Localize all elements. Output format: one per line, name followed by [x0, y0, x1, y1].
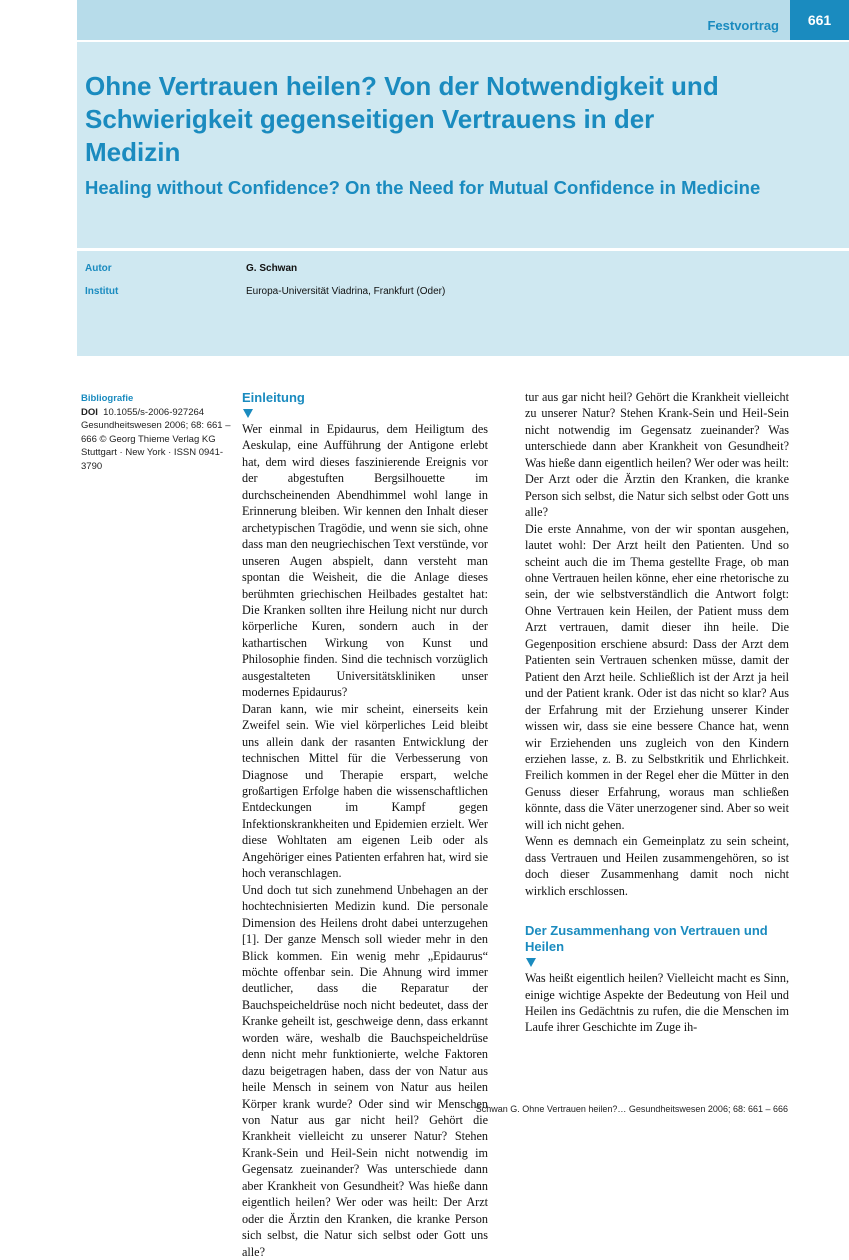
paragraph: Wer einmal in Epidaurus, dem Heiligtum des Aeskulap, eine Aufführung der Antigone erlebt hat, dem wird dieses faszinierende Ereignis vor der abgestuften Bergsilhouette im durchscheinenden Abendhimmel wohl lange in Erinnerung bleiben. Wir kennen den Inhalt dieser archetypischen Tragödie, und wenn sie sich, ohne dass man den neugriechischen Text verstünde, vor unseren Augen abspielt, dann versteht man spontan die Weisheit, die die Anlage dieses berühmten griechischen Heilbades gestaltet hat: Die Kranken sollten ihre Heilung nicht nur durch körperliche Kuren, sondern auch in der kathartischen Wirkung von Kunst und Philosophie finden. Sind die technisch vorzüglich ausgestalteten Universitätskliniken unser modernes Epidaurus? — [242, 422, 488, 700]
paragraph: Wenn es demnach ein Gemeinplatz zu sein scheint, dass Vertrauen und Heilen zusammengehören, so ist doch dieser Zusammenhang damit noch nicht wirklich erschlossen. — [525, 834, 789, 898]
article-title-german: Ohne Vertrauen heilen? Von der Notwendigkeit und Schwierigkeit gegenseitigen Vertrauens in der Medizin — [85, 71, 719, 167]
section-heading-relationship: Der Zusammenhang von Vertrauen und Heilen — [525, 923, 768, 955]
footer-citation: Schwan G. Ohne Vertrauen heilen?… Gesundheitswesen 2006; 68: 661 – 666 — [475, 1104, 788, 1114]
institute-label: Institut — [85, 286, 119, 297]
paragraph-continued: tur aus gar nicht heil? Gehört die Krankheit vielleicht zu unserer Natur? Stehen Krank-Sein und Heil-Sein nicht notwendig im Gegensatz zueinander? Was unterschiede dann aber Krankheit von Gesundheit? Was hieße dann eigentlich heilen? Wer oder was heilt: Der Arzt oder die Ärztin den Kranken, die kranke Person sich selbst, die Natur sich selbst oder Gott uns alle? — [525, 390, 789, 520]
author-label: Autor — [85, 263, 112, 274]
paragraph: Daran kann, wie mir scheint, einerseits kein Zweifel sein. Wie viel körperliches Leid bleibt uns allein dank der rasanten Entwicklung der technischen Mittel für die Verbesserung von Diagnose und Therapie erspart, welche großartigen Erfolge haben die wissenschaftlichen Entdeckungen im Kampf gegen Infektionskrankheiten und Epidemien erzielt. Wer diese Wohltaten am eigenen Leib oder als Angehöriger eines Patienten erfahren hat, wird sie hoch veranschlagen. — [242, 701, 488, 881]
header-bar — [77, 0, 849, 40]
article-title-english: Healing without Confidence? On the Need for Mutual Confidence in Medicine — [85, 177, 761, 198]
bibliography-text — [81, 406, 231, 474]
author-block — [77, 251, 849, 356]
author-name: G. Schwan — [246, 263, 298, 274]
doi-label: DOI — [81, 406, 98, 418]
section-heading-introduction: Einleitung — [242, 390, 305, 405]
section-label: Festvortrag — [707, 18, 779, 33]
triangle-marker-icon — [243, 409, 253, 418]
institute-name: Europa-Universität Viadrina, Frankfurt (Oder) — [246, 286, 446, 297]
bibliography-title: Bibliografie — [81, 393, 134, 404]
paragraph: Und doch tut sich zunehmend Unbehagen an der hochtechnisierten Medizin kund. Die personale Dimension des Heilens droht dabei unterzugehen [1]. Der ganze Mensch soll wieder mehr in den Blick kommen. Ein wenig mehr „Epidaurus“ möchte offenbar sein. Die Ahnung wird immer deutlicher, dass die Reparatur der Bauchspeicheldrüse noch nicht bedeutet, dass der Kranke geheilt ist, geschweige denn, dass erkannt worden wäre, weshalb die Bauchspeicheldrüse denn nicht mehr funktionierte, welche Faktoren dazu beigetragen haben, dass der von Natur aus heile Mensch in seinem von Natur aus heilen Körper krank wurde? Oder sind wir Menschen von Natur aus gar nicht heil? Gehört die Krankheit vielleicht zu unserer Natur? Stehen Krank-Sein und Heil-Sein nicht notwendig im Gegensatz zueinander? Was unterschiede dann aber Krankheit von Gesundheit? Was hieße dann eigentlich heilen? Wer oder was heilt: Der Arzt oder die Ärztin den Kranken, die kranke Person sich selbst, die Natur sich selbst oder Gott uns alle? — [242, 882, 488, 1259]
text-column-1 — [242, 390, 488, 1259]
text-column-2 — [525, 389, 789, 1036]
bibliography-details: 10.1055/s-2006-927264 Gesundheitswesen 2006; 68: 661 – 666 © Georg Thieme Verlag KG Stuttgart · New York · ISSN 0941-3790 — [81, 406, 231, 472]
title-block — [77, 42, 849, 248]
paragraph: Die erste Annahme, von der wir spontan ausgehen, lautet wohl: Der Arzt heilt den Patienten. Und so scheint auch die im Thema gestellte Frage, ob man ohne Vertrauen heilen könne, eher eine rhetorische zu sein, der wie selbstverständlich die Antwort folgt: Ohne Vertrauen kein Heilen, der Patient muss dem Arzt vertrauen, damit dieser ihn heile. Die Gegenposition erschiene absurd: Dass der Arzt dem Patienten sein Vertrauen schenken müsse, damit der Patient den Arzt heile. Schließlich ist der Arzt ja heil und der Patient krank. Oder ist das nicht so klar? Aus der Erfahrung mit der Erziehung unserer Kinder wissen wir, dass sie eine bessere Chance hat, wenn wir Erziehenden uns zugleich von den Kindern erziehen lasse, z. B. zu Selbstkritik und Ehrlichkeit. Freilich kommen in der Regel eher die Mütter in den Genuss dieser Erfahrung, woraus man schließen könnte, dass die Väter unerzogener sind. Aber so weit will ich nicht gehen. — [525, 521, 789, 832]
triangle-marker-icon — [526, 958, 536, 967]
bibliography — [81, 392, 231, 473]
paragraph: Was heißt eigentlich heilen? Vielleicht macht es Sinn, einige wichtige Aspekte der Bedeutung von Heil und Heilen ins Gedächtnis zu rufen, die die Menschen im Laufe ihrer Geschichte im Zuge ih- — [525, 971, 789, 1035]
page-number: 661 — [790, 0, 849, 40]
